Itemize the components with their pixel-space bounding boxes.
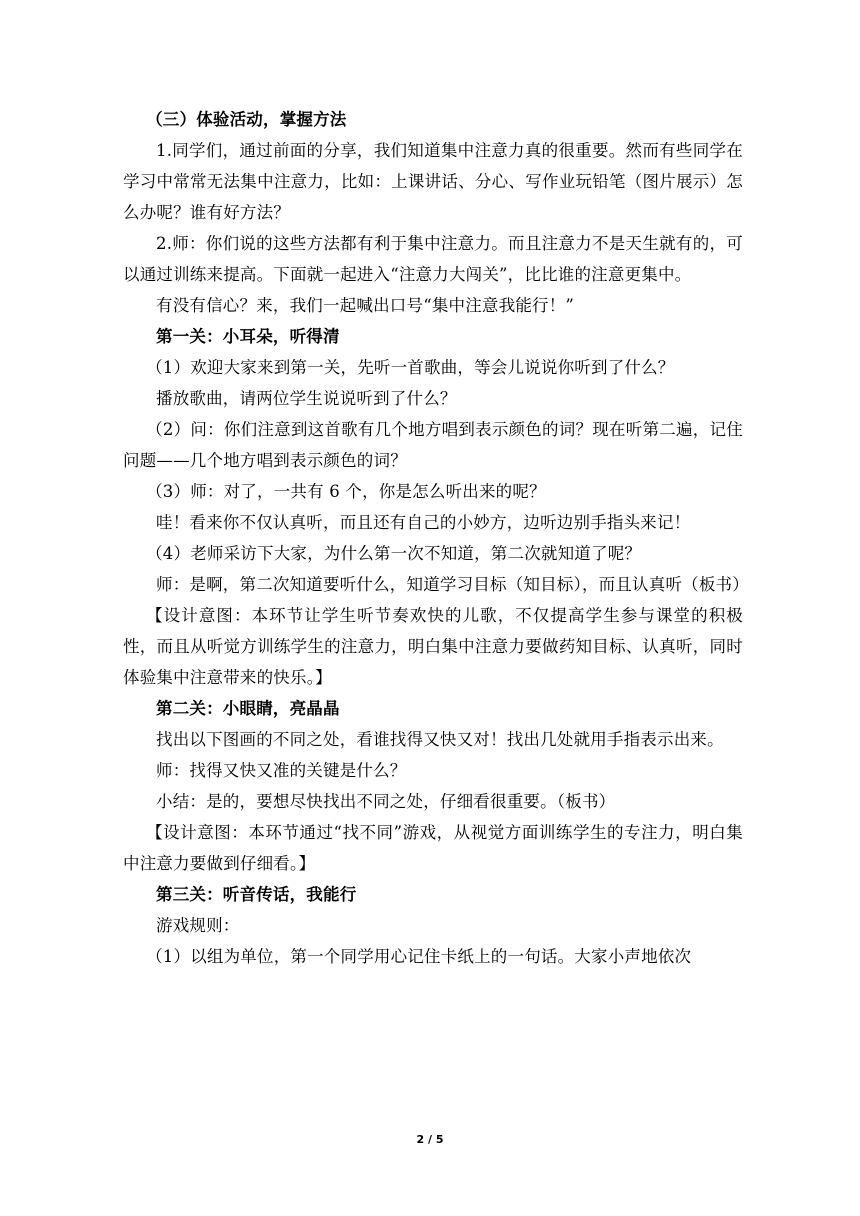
paragraph: 师：找得又快又准的关键是什么？	[156, 761, 407, 780]
paragraph: （2）问：你们注意到这首歌有几个地方唱到表示颜色的词？现在听第二遍，记住问题——几个地方唱到表示颜色的词？	[123, 420, 743, 470]
paragraph: （1）以组为单位，第一个同学用心记住卡纸上的一句话。大家小声地依次	[146, 947, 692, 966]
paragraph: 2.师：你们说的这些方法都有利于集中注意力。而且注意力不是天生就有的，可以通过训练来提高。下面就一起进入“注意力大闯关”，比比谁的注意更集中。	[123, 234, 743, 284]
document-body	[123, 104, 749, 972]
paragraph: 游戏规则：	[156, 916, 240, 935]
paragraph: （3）师：对了，一共有 6 个，你是怎么听出来的呢？	[146, 482, 546, 501]
level-heading: 第一关：小耳朵，听得清	[156, 327, 340, 346]
paragraph: 小结：是的，要想尽快找出不同之处，仔细看很重要。（板书）	[156, 792, 616, 811]
paragraph: 播放歌曲，请两位学生说说听到了什么？	[156, 389, 457, 408]
paragraph: 哇！看来你不仅认真听，而且还有自己的小妙方，边听边别手指头来记！	[156, 513, 691, 532]
level-heading: 第二关：小眼睛，亮晶晶	[156, 699, 340, 718]
paragraph: 有没有信心？来，我们一起喊出口号“集中注意我能行！”	[156, 296, 575, 315]
paragraph: 师：是啊，第二次知道要听什么，知道学习目标（知目标），而且认真听（板书）	[156, 575, 749, 594]
design-intent-note: 【设计意图：本环节让学生听节奏欢快的儿歌，不仅提高学生参与课堂的积极性，而且从听觉方训练学生的注意力，明白集中注意力要做药知目标、认真听，同时体验集中注意带来的快乐。】	[123, 606, 743, 687]
section-heading: （三）体验活动，掌握方法	[146, 110, 347, 129]
level-heading: 第三关：听音传话，我能行	[156, 885, 357, 904]
design-intent-note: 【设计意图：本环节通过“找不同”游戏，从视觉方面训练学生的专注力，明白集中注意力要做到仔细看。】	[123, 823, 743, 873]
paragraph: （1）欢迎大家来到第一关，先听一首歌曲，等会儿说说你听到了什么？	[146, 358, 675, 377]
page-number: 2 / 5	[416, 1133, 444, 1146]
paragraph: 找出以下图画的不同之处，看谁找得又快又对！找出几处就用手指表示出来。	[156, 730, 724, 749]
paragraph: （4）老师采访下大家，为什么第一次不知道，第二次就知道了呢？	[146, 544, 642, 563]
paragraph: 1.同学们，通过前面的分享，我们知道集中注意力真的很重要。然而有些同学在学习中常常无法集中注意力，比如：上课讲话、分心、写作业玩铅笔（图片展示）怎么办呢？谁有好方法？	[123, 141, 743, 222]
